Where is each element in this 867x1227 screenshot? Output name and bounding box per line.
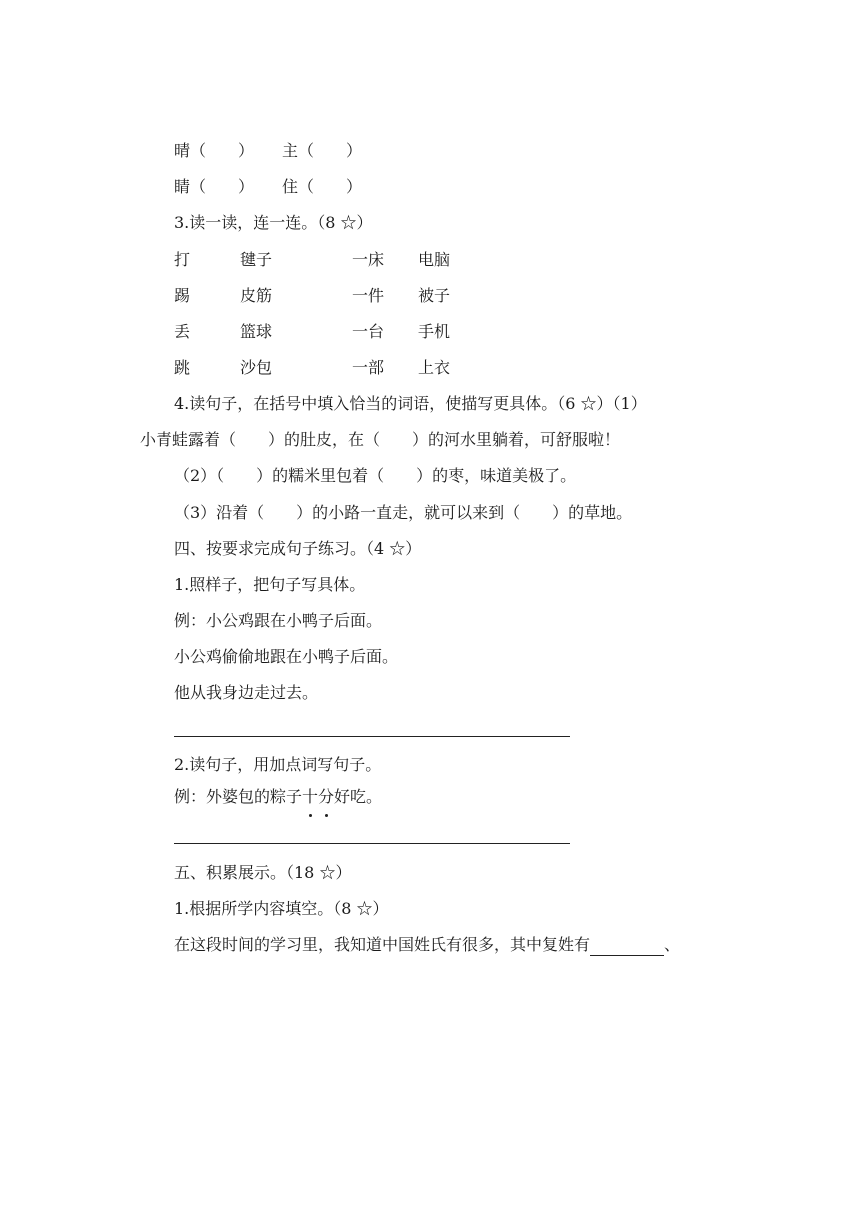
section4-q1-example-expanded: 小公鸡偷偷地跟在小鸭子后面。: [174, 647, 399, 666]
answer-line-1[interactable]: [174, 736, 570, 737]
q3-measure: 一台: [352, 322, 385, 341]
q3-noun: 上衣: [418, 358, 451, 377]
q3-verb: 踢: [174, 286, 191, 305]
section5-q1-line: [174, 934, 680, 956]
section4-q2-title: 2.读句子，用加点词写句子。: [174, 755, 382, 774]
q3-verb: 丢: [174, 322, 191, 341]
fill-blank[interactable]: [590, 937, 664, 956]
char-pair-left-1: 晴（ ）: [174, 141, 255, 160]
q3-object: 皮筋: [240, 286, 273, 305]
section4-title: 四、按要求完成句子练习。（4 ☆）: [174, 539, 422, 558]
q3-title: 3.读一读，连一连。（8 ☆）: [174, 213, 373, 232]
char-pair-right-2: 住（ ）: [282, 177, 363, 196]
q3-verb: 打: [174, 250, 191, 269]
answer-line-2[interactable]: [174, 843, 570, 844]
q3-measure: 一件: [352, 286, 385, 305]
section5-q1-tail: 、: [664, 935, 681, 954]
section4-q2-example: 例：外婆包的粽子十分好吃。: [174, 787, 383, 806]
section4-q1-task: 他从我身边走过去。: [174, 683, 319, 702]
section4-q1-title: 1.照样子，把句子写具体。: [174, 575, 366, 594]
q3-object: 篮球: [240, 322, 273, 341]
q4-sentence-1: 小青蛙露着（ ）的肚皮，在（ ）的河水里躺着，可舒服啦！: [140, 430, 621, 449]
q4-title: 4.读句子，在括号中填入恰当的词语，使描写更具体。（6 ☆）（1）: [174, 394, 647, 413]
q3-verb: 跳: [174, 358, 191, 377]
char-pair-right-1: 主（ ）: [282, 141, 363, 160]
section5-q1-text: 在这段时间的学习里，我知道中国姓氏有很多，其中复姓有: [174, 935, 591, 954]
emphasis-dot: [325, 814, 328, 817]
q4-sentence-3: （3）沿着（ ）的小路一直走，就可以来到（ ）的草地。: [174, 503, 633, 522]
q3-measure: 一部: [352, 358, 385, 377]
section4-q1-example: 例：小公鸡跟在小鸭子后面。: [174, 611, 383, 630]
q3-noun: 手机: [418, 322, 451, 341]
q3-measure: 一床: [352, 250, 385, 269]
section5-title: 五、积累展示。（18 ☆）: [174, 863, 352, 882]
section5-q1-title: 1.根据所学内容填空。（8 ☆）: [174, 899, 389, 918]
q3-object: 毽子: [240, 250, 273, 269]
q3-object: 沙包: [240, 358, 273, 377]
char-pair-left-2: 睛（ ）: [174, 177, 255, 196]
q3-noun: 被子: [418, 286, 451, 305]
q3-noun: 电脑: [418, 250, 451, 269]
q4-sentence-2: （2）（ ）的糯米里包着（ ）的枣，味道美极了。: [174, 466, 577, 485]
emphasis-dot: [309, 814, 312, 817]
